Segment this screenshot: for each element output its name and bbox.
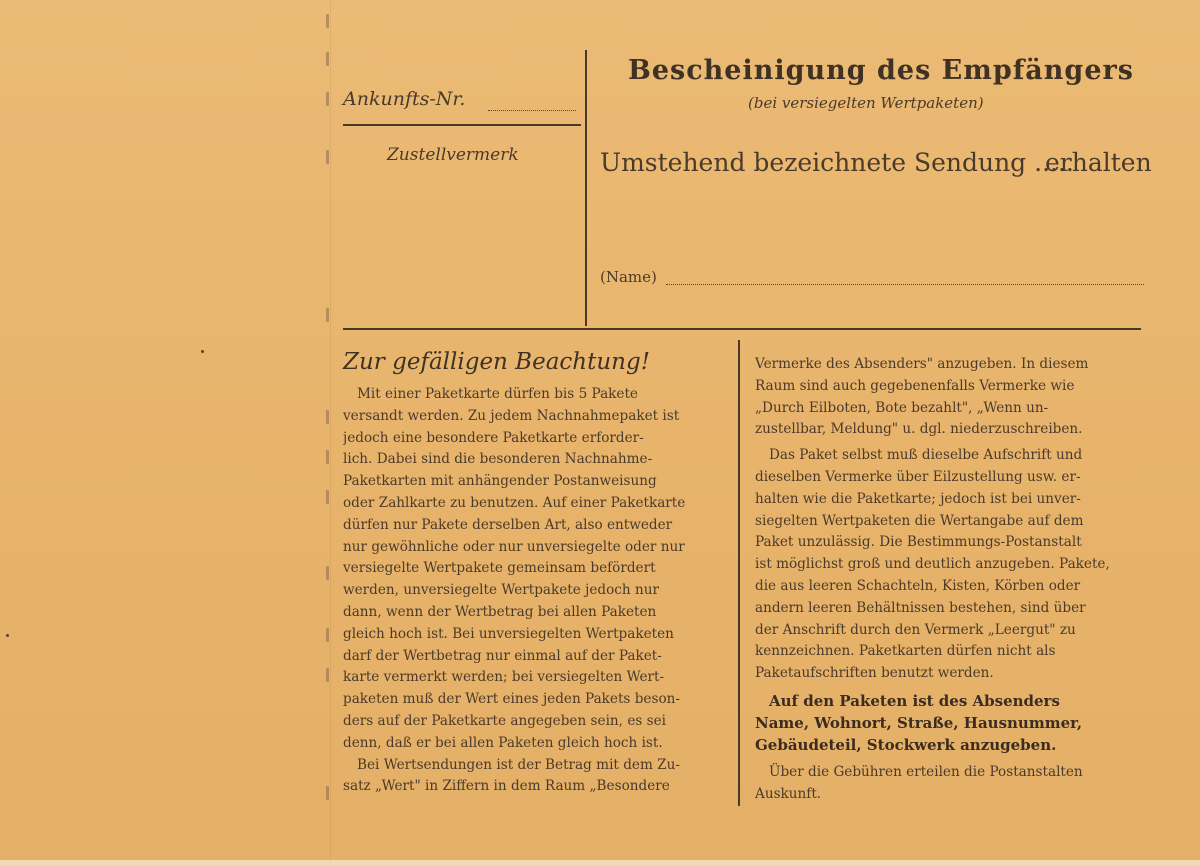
perforation-mark (326, 786, 329, 800)
notice-line: oder Zahlkarte zu benutzen. Auf einer Paketkarte (343, 494, 686, 511)
notice-line: Auskunft. (755, 786, 822, 803)
notice-line: werden, unversiegelte Wertpakete jedoch nur (343, 582, 659, 599)
column-divider (738, 340, 740, 806)
notice-left-column (343, 384, 731, 798)
notice-line: versiegelte Wertpakete gemeinsam befördert (343, 560, 656, 577)
notice-line: Über die Gebühren erteilen die Postanstalten (769, 764, 1083, 781)
paper-edge (0, 860, 1200, 866)
perforation-mark (326, 308, 329, 322)
fold-line (330, 0, 331, 866)
notice-line: der Anschrift durch den Vermerk „Leergut" zu (755, 621, 1076, 638)
notice-line: zustellbar, Meldung" u. dgl. niederzuschreiben. (755, 421, 1083, 438)
notice-line: dieselben Vermerke über Eilzustellung usw. er- (755, 468, 1081, 485)
perforation-mark (326, 450, 329, 464)
perforation-mark (326, 52, 329, 66)
notice-line: jedoch eine besondere Paketkarte erforder- (343, 429, 644, 446)
perforation-mark (326, 668, 329, 682)
receipt-statement-end: erhalten (1045, 148, 1152, 177)
notice-line: andern leeren Behältnissen bestehen, sind über (755, 599, 1086, 616)
notice-line: lich. Dabei sind die besonderen Nachnahme- (343, 451, 653, 468)
perforation-mark (326, 14, 329, 28)
notice-line: dann, wenn der Wertbetrag bei allen Paketen (343, 603, 657, 620)
notice-line: kennzeichnen. Paketkarten dürfen nicht als (755, 643, 1056, 660)
notice-line: Mit einer Paketkarte dürfen bis 5 Pakete (357, 386, 638, 402)
notice-line: Bei Wertsendungen ist der Betrag mit dem Zu- (357, 756, 680, 773)
name-line (666, 284, 1144, 285)
notice-bold-line: Gebäudeteil, Stockwerk anzugeben. (755, 735, 1057, 754)
notice-line: Paket unzulässig. Die Bestimmungs-Postanstalt (755, 534, 1082, 551)
notice-line: paketen muß der Wert eines jeden Pakets beson- (343, 691, 680, 708)
notice-line: halten wie die Paketkarte; jedoch ist bei unver- (755, 490, 1081, 507)
section-divider (343, 328, 1141, 330)
notice-line: gleich hoch ist. Bei unversiegelten Wertpaketen (343, 625, 674, 642)
perforation-mark (326, 410, 329, 424)
notice-bold-line: Auf den Paketen ist des Absenders (769, 691, 1060, 710)
name-label: (Name) (600, 268, 657, 286)
certificate-subtitle: (bei versiegelten Wertpaketen) (748, 94, 984, 112)
notice-line: Vermerke des Absenders" anzugeben. In diesem (755, 356, 1089, 372)
notice-line: karte vermerkt werden; bei versiegelten Wert- (343, 669, 665, 686)
ink-speck (201, 350, 204, 353)
notice-line: satz „Wert" in Ziffern in dem Raum „Besondere (343, 778, 670, 795)
arrival-number-line (488, 110, 576, 111)
arrival-number-label: Ankunfts-Nr. (343, 88, 466, 110)
notice-heading: Zur gefälligen Beachtung! (343, 349, 650, 375)
notice-line: versandt werden. Zu jedem Nachnahmepaket ist (343, 407, 680, 424)
perforation-mark (326, 150, 329, 164)
notice-line: dürfen nur Pakete derselben Art, also entweder (343, 516, 673, 533)
notice-bold-line: Name, Wohnort, Straße, Hausnummer, (755, 713, 1083, 732)
notice-line: ders auf der Paketkarte angegeben sein, es sei (343, 712, 667, 729)
divider-line (343, 124, 581, 126)
vertical-divider (585, 50, 587, 326)
delivery-note-label: Zustellvermerk (387, 145, 519, 165)
receipt-statement: Umstehend bezeichnete Sendung ..... (600, 148, 1074, 177)
notice-line: Paketkarten mit anhängender Postanweisung (343, 473, 657, 490)
perforation-mark (326, 566, 329, 580)
certificate-title: Bescheinigung des Empfängers (628, 55, 1134, 86)
notice-right-column (755, 354, 1145, 806)
ink-speck (6, 634, 9, 637)
notice-line: ist möglichst groß und deutlich anzugeben. Pakete, (755, 556, 1110, 573)
perforation-mark (326, 628, 329, 642)
perforation-mark (326, 490, 329, 504)
notice-line: „Durch Eilboten, Bote bezahlt", „Wenn un- (755, 399, 1049, 416)
notice-line: Raum sind auch gegebenenfalls Vermerke wie (755, 377, 1075, 394)
notice-line: denn, daß er bei allen Paketen gleich hoch ist. (343, 734, 663, 751)
notice-line: die aus leeren Schachteln, Kisten, Körben oder (755, 577, 1081, 594)
notice-line: darf der Wertbetrag nur einmal auf der Paket- (343, 647, 662, 664)
perforation-mark (326, 92, 329, 106)
notice-line: nur gewöhnliche oder nur unversiegelte oder nur (343, 538, 685, 555)
notice-line: Paketaufschriften benutzt werden. (755, 665, 994, 682)
notice-line: Das Paket selbst muß dieselbe Aufschrift und (769, 447, 1083, 464)
notice-line: siegelten Wertpaketen die Wertangabe auf dem (755, 512, 1084, 529)
